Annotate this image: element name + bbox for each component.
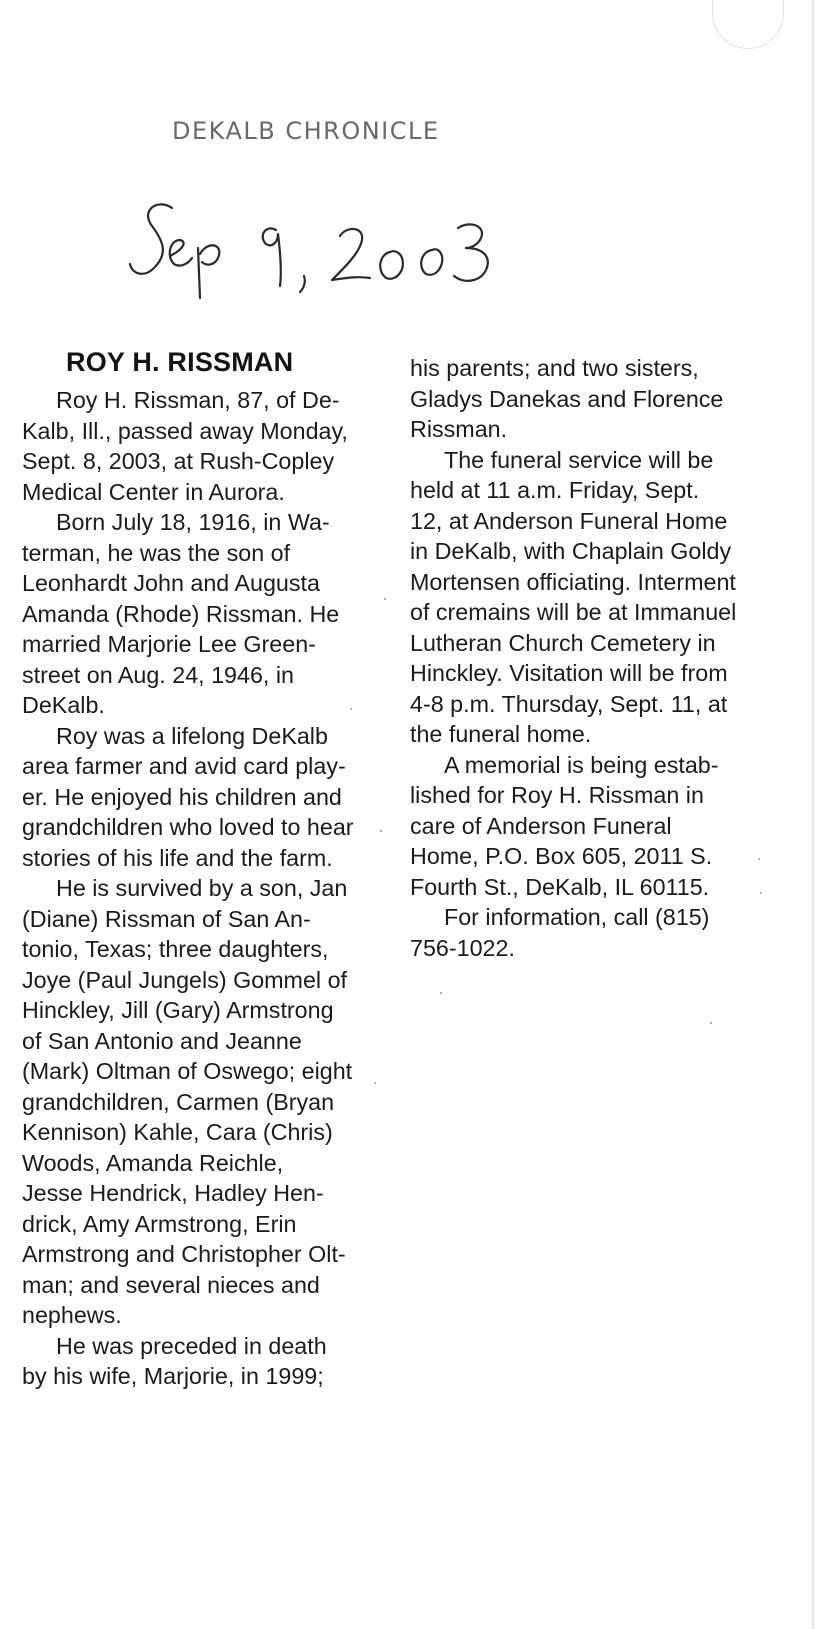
text-line: Medical Center in Aurora.	[22, 478, 285, 505]
publication-stamp: DEKALB CHRONICLE	[172, 117, 440, 145]
text-line: Rissman.	[410, 416, 508, 442]
text-line: care of Anderson Funeral	[410, 812, 672, 839]
print-speck	[384, 598, 386, 600]
text-line: For information, call (815)	[444, 904, 710, 930]
text-line: 756-1022.	[410, 934, 515, 961]
text-line: held at 11 a.m. Friday, Sept.	[410, 477, 700, 503]
text-line: (Diane) Rissman of San An-	[22, 905, 311, 932]
print-speck	[440, 992, 442, 994]
text-line: Sept. 8, 2003, at Rush-Copley	[22, 448, 335, 474]
text-line: DeKalb.	[22, 692, 105, 718]
text-line: tonio, Texas; three daughters,	[22, 936, 329, 962]
text-line: Mortensen officiating. Interment	[410, 568, 736, 595]
text-line: He is survived by a son, Jan	[56, 875, 348, 901]
handwritten-date	[120, 190, 540, 310]
print-speck	[710, 1022, 712, 1024]
text-line: 4-8 p.m. Thursday, Sept. 11, at	[410, 690, 728, 717]
text-line: man; and several nieces and	[22, 1271, 320, 1298]
text-line: stories of his life and the farm.	[22, 844, 333, 871]
text-line: (Mark) Oltman of Oswego; eight	[22, 1058, 353, 1084]
print-speck	[350, 708, 352, 710]
text-line: grandchildren who loved to hear	[22, 814, 354, 840]
text-line: of San Antonio and Jeanne	[22, 1027, 302, 1054]
right-column	[410, 353, 770, 963]
page-edge	[812, 0, 814, 1629]
text-line: street on Aug. 24, 1946, in	[22, 661, 294, 688]
text-line: in DeKalb, with Chaplain Goldy	[410, 538, 732, 564]
text-line: er. He enjoyed his children and	[22, 783, 342, 810]
print-speck	[380, 830, 382, 832]
text-line: his parents; and two sisters,	[410, 355, 699, 381]
text-line: The funeral service will be	[444, 446, 714, 473]
text-line: Roy was a lifelong DeKalb	[56, 722, 328, 749]
corner-hole-mark	[712, 0, 784, 49]
text-line: drick, Amy Armstrong, Erin	[22, 1210, 297, 1237]
left-column	[22, 385, 382, 1392]
text-line: Hinckley. Visitation will be from	[410, 660, 728, 686]
text-line: terman, he was the son of	[22, 539, 291, 566]
text-line: of cremains will be at Immanuel	[410, 599, 737, 625]
text-line: Joye (Paul Jungels) Gommel of	[22, 966, 347, 993]
text-line: the funeral home.	[410, 721, 592, 747]
text-line: Born July 18, 1916, in Wa-	[56, 509, 330, 535]
text-line: Roy H. Rissman, 87, of De-	[56, 387, 340, 413]
text-line: Leonhardt John and Augusta	[22, 570, 320, 596]
text-line: Fourth St., DeKalb, IL 60115.	[410, 873, 710, 900]
text-line: Hinckley, Jill (Gary) Armstrong	[22, 997, 334, 1023]
text-line: 12, at Anderson Funeral Home	[410, 507, 728, 534]
obituary-headline: ROY H. RISSMAN	[66, 347, 294, 377]
print-speck	[374, 1082, 376, 1084]
text-line: He was preceded in death	[56, 1332, 327, 1359]
text-line: Lutheran Church Cemetery in	[410, 629, 716, 656]
text-line: Home, P.O. Box 605, 2011 S.	[410, 843, 713, 869]
text-line: married Marjorie Lee Green-	[22, 631, 316, 657]
text-line: Kalb, Ill., passed away Monday,	[22, 417, 348, 444]
text-line: A memorial is being estab-	[444, 751, 719, 778]
text-line: Kennison) Kahle, Cara (Chris)	[22, 1119, 333, 1145]
text-line: Gladys Danekas and Florence	[410, 385, 724, 412]
text-line: by his wife, Marjorie, in 1999;	[22, 1363, 324, 1389]
text-line: area farmer and avid card play-	[22, 753, 346, 779]
text-line: Jesse Hendrick, Hadley Hen-	[22, 1180, 324, 1206]
text-line: lished for Roy H. Rissman in	[410, 782, 704, 808]
text-line: nephews.	[22, 1302, 122, 1328]
print-speck	[758, 858, 760, 860]
text-line: Amanda (Rhode) Rissman. He	[22, 600, 340, 627]
text-line: Woods, Amanda Reichle,	[22, 1149, 284, 1176]
print-speck	[760, 892, 762, 894]
text-line: Armstrong and Christopher Olt-	[22, 1241, 346, 1267]
text-line: grandchildren, Carmen (Bryan	[22, 1088, 335, 1115]
